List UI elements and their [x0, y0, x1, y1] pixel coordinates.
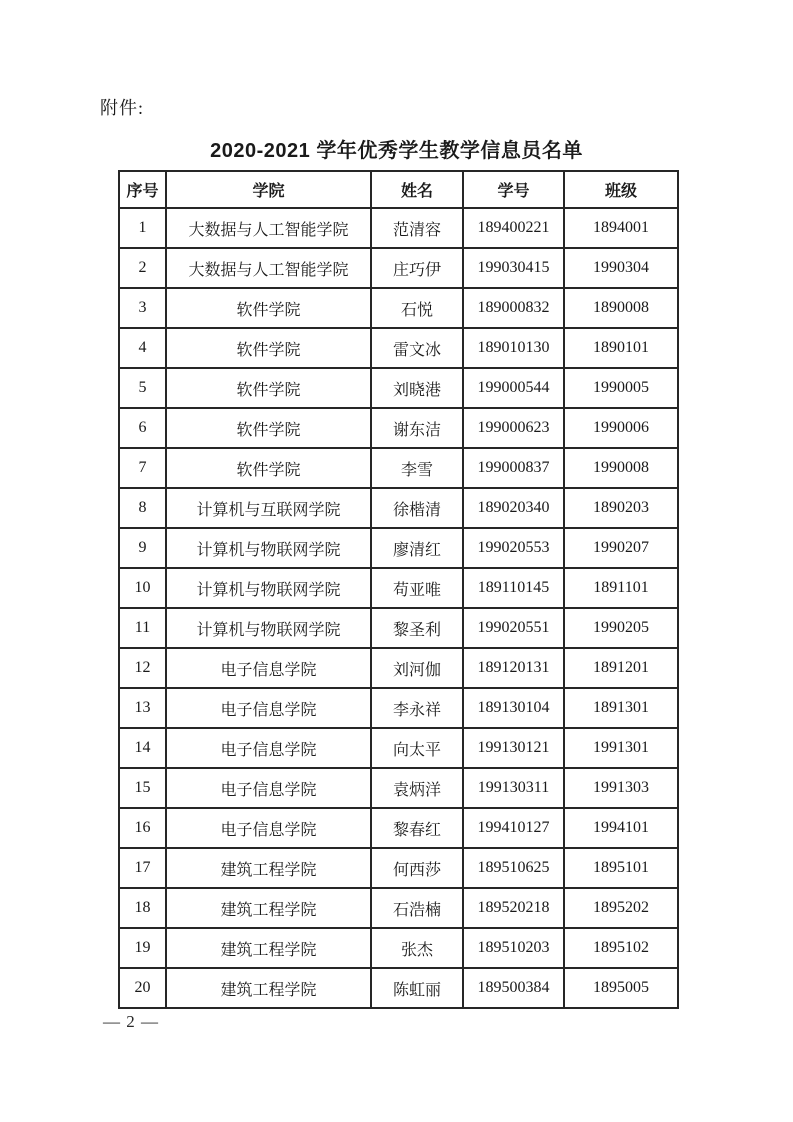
cell-name: 范清容: [371, 208, 463, 248]
cell-college: 软件学院: [166, 408, 371, 448]
cell-index: 2: [119, 248, 166, 288]
table-row: [119, 488, 678, 528]
cell-college: 电子信息学院: [166, 688, 371, 728]
cell-name: 黎圣利: [371, 608, 463, 648]
table-row: [119, 648, 678, 688]
cell-college: 大数据与人工智能学院: [166, 248, 371, 288]
cell-name: 石悦: [371, 288, 463, 328]
cell-class: 1990207: [564, 528, 678, 568]
cell-college: 计算机与物联网学院: [166, 528, 371, 568]
header-class: 班级: [564, 171, 678, 208]
table-row: [119, 208, 678, 248]
attachment-label: 附件:: [100, 98, 145, 118]
cell-student-id: 189020340: [463, 488, 564, 528]
cell-college: 软件学院: [166, 368, 371, 408]
cell-college: 电子信息学院: [166, 728, 371, 768]
cell-class: 1891201: [564, 648, 678, 688]
cell-index: 17: [119, 848, 166, 888]
cell-class: 1891301: [564, 688, 678, 728]
cell-student-id: 189010130: [463, 328, 564, 368]
cell-index: 6: [119, 408, 166, 448]
cell-class: 1895202: [564, 888, 678, 928]
cell-index: 5: [119, 368, 166, 408]
cell-student-id: 189520218: [463, 888, 564, 928]
cell-student-id: 189510625: [463, 848, 564, 888]
cell-student-id: 199130121: [463, 728, 564, 768]
cell-name: 谢东洁: [371, 408, 463, 448]
cell-class: 1895102: [564, 928, 678, 968]
cell-class: 1994101: [564, 808, 678, 848]
cell-index: 9: [119, 528, 166, 568]
table-body: [119, 208, 678, 1008]
cell-college: 软件学院: [166, 328, 371, 368]
cell-student-id: 189510203: [463, 928, 564, 968]
cell-student-id: 199020551: [463, 608, 564, 648]
cell-college: 计算机与物联网学院: [166, 568, 371, 608]
cell-class: 1894001: [564, 208, 678, 248]
cell-class: 1990008: [564, 448, 678, 488]
table-row: [119, 928, 678, 968]
cell-name: 黎春红: [371, 808, 463, 848]
cell-index: 10: [119, 568, 166, 608]
cell-index: 1: [119, 208, 166, 248]
cell-student-id: 199020553: [463, 528, 564, 568]
table-row: [119, 848, 678, 888]
table-row: [119, 288, 678, 328]
cell-class: 1895005: [564, 968, 678, 1008]
table-row: [119, 448, 678, 488]
cell-index: 11: [119, 608, 166, 648]
cell-name: 李永祥: [371, 688, 463, 728]
cell-college: 软件学院: [166, 448, 371, 488]
cell-name: 石浩楠: [371, 888, 463, 928]
page-title: 2020-2021 学年优秀学生教学信息员名单: [210, 140, 583, 162]
cell-index: 12: [119, 648, 166, 688]
cell-college: 建筑工程学院: [166, 888, 371, 928]
cell-class: 1890101: [564, 328, 678, 368]
roster-table: [118, 170, 679, 1009]
cell-student-id: 189000832: [463, 288, 564, 328]
cell-index: 4: [119, 328, 166, 368]
cell-name: 何西莎: [371, 848, 463, 888]
cell-class: 1990205: [564, 608, 678, 648]
table-row: [119, 728, 678, 768]
cell-college: 电子信息学院: [166, 808, 371, 848]
cell-class: 1990006: [564, 408, 678, 448]
cell-index: 13: [119, 688, 166, 728]
cell-college: 电子信息学院: [166, 768, 371, 808]
header-student-id: 学号: [463, 171, 564, 208]
header-college: 学院: [166, 171, 371, 208]
cell-college: 电子信息学院: [166, 648, 371, 688]
cell-name: 庄巧伊: [371, 248, 463, 288]
table-row: [119, 968, 678, 1008]
table-row: [119, 408, 678, 448]
table-row: [119, 888, 678, 928]
table-row: [119, 768, 678, 808]
table-row: [119, 368, 678, 408]
cell-class: 1991301: [564, 728, 678, 768]
cell-college: 大数据与人工智能学院: [166, 208, 371, 248]
cell-college: 建筑工程学院: [166, 928, 371, 968]
cell-student-id: 189500384: [463, 968, 564, 1008]
table-row: [119, 528, 678, 568]
cell-student-id: 199000544: [463, 368, 564, 408]
cell-index: 16: [119, 808, 166, 848]
cell-college: 计算机与互联网学院: [166, 488, 371, 528]
cell-name: 张杰: [371, 928, 463, 968]
cell-name: 苟亚唯: [371, 568, 463, 608]
cell-index: 8: [119, 488, 166, 528]
cell-college: 建筑工程学院: [166, 848, 371, 888]
cell-index: 15: [119, 768, 166, 808]
cell-student-id: 199030415: [463, 248, 564, 288]
table-row: [119, 568, 678, 608]
cell-class: 1990304: [564, 248, 678, 288]
cell-index: 20: [119, 968, 166, 1008]
cell-student-id: 189130104: [463, 688, 564, 728]
header-name: 姓名: [371, 171, 463, 208]
cell-name: 刘晓港: [371, 368, 463, 408]
table-row: [119, 328, 678, 368]
footer-page-number: — 2 —: [103, 1012, 159, 1031]
header-index: 序号: [119, 171, 166, 208]
cell-student-id: 199000837: [463, 448, 564, 488]
cell-class: 1990005: [564, 368, 678, 408]
cell-name: 刘河伽: [371, 648, 463, 688]
cell-college: 计算机与物联网学院: [166, 608, 371, 648]
cell-name: 雷文冰: [371, 328, 463, 368]
cell-index: 7: [119, 448, 166, 488]
table-row: [119, 688, 678, 728]
cell-name: 向太平: [371, 728, 463, 768]
cell-student-id: 189120131: [463, 648, 564, 688]
table-row: [119, 248, 678, 288]
cell-student-id: 189400221: [463, 208, 564, 248]
cell-class: 1890008: [564, 288, 678, 328]
cell-college: 建筑工程学院: [166, 968, 371, 1008]
cell-class: 1991303: [564, 768, 678, 808]
cell-class: 1895101: [564, 848, 678, 888]
cell-index: 3: [119, 288, 166, 328]
table-row: [119, 608, 678, 648]
cell-student-id: 199000623: [463, 408, 564, 448]
cell-name: 廖清红: [371, 528, 463, 568]
cell-name: 陈虹丽: [371, 968, 463, 1008]
cell-index: 18: [119, 888, 166, 928]
table-row: [119, 808, 678, 848]
cell-name: 李雪: [371, 448, 463, 488]
table-header-row: [119, 171, 678, 208]
cell-class: 1890203: [564, 488, 678, 528]
cell-name: 袁炳洋: [371, 768, 463, 808]
table-header: [119, 171, 678, 208]
cell-student-id: 199130311: [463, 768, 564, 808]
cell-index: 14: [119, 728, 166, 768]
cell-class: 1891101: [564, 568, 678, 608]
cell-student-id: 199410127: [463, 808, 564, 848]
cell-index: 19: [119, 928, 166, 968]
cell-college: 软件学院: [166, 288, 371, 328]
cell-name: 徐楷清: [371, 488, 463, 528]
cell-student-id: 189110145: [463, 568, 564, 608]
